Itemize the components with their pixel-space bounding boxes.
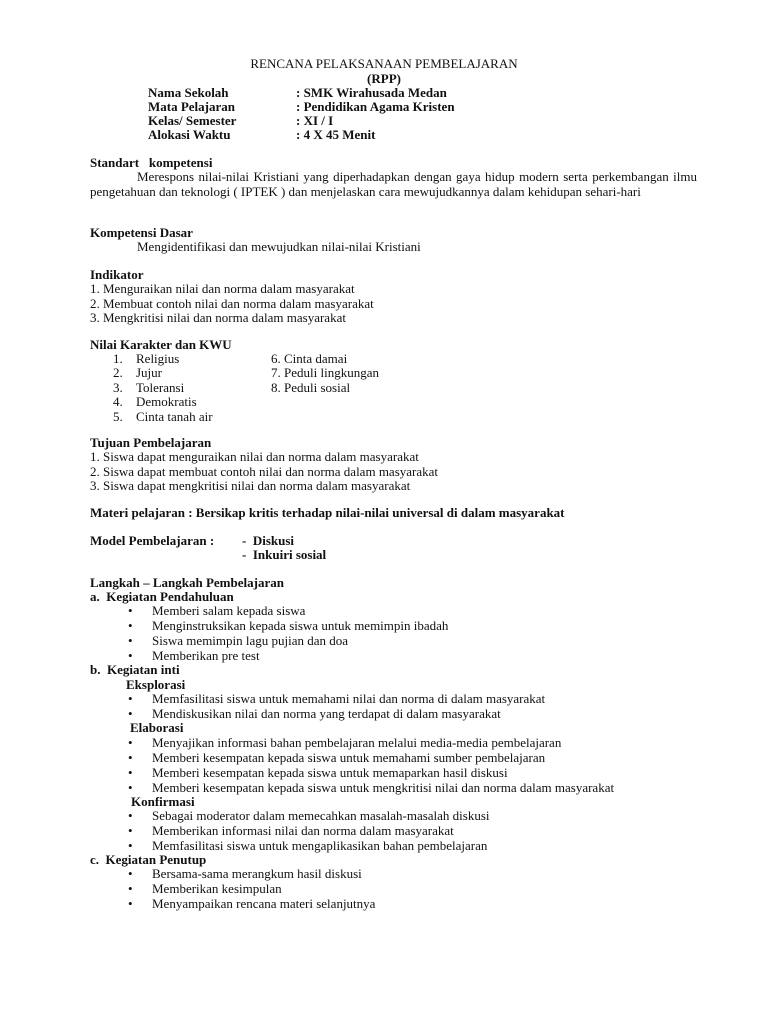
karakter-right-list	[271, 352, 379, 395]
karakter-left-list	[113, 351, 213, 424]
list-item: • Memberikan informasi nilai dan norma dalam masyarakat	[128, 824, 490, 839]
tujuan-list	[90, 450, 438, 494]
elaborasi-list	[128, 736, 614, 796]
list-number: 5.	[113, 408, 123, 424]
list-item: 1. Menguraikan nilai dan norma dalam masyarakat	[90, 281, 355, 296]
section-heading-kompetensi: Kompetensi Dasar	[90, 225, 193, 240]
list-item: • Sebagai moderator dalam memecahkan masalah-masalah diskusi	[128, 809, 490, 824]
standar-text: Merespons nilai-nilai Kristiani yang diperhadapkan dengan gaya hidup modern serta perkembangan ilmu pengetahuan dan teknologi ( IPTEK ) dan menjelaskan cara mewujudkannya dalam kehidupan sehari-hari	[90, 169, 697, 199]
eksplorasi-list	[128, 692, 545, 722]
list-item: 1. Siswa dapat menguraikan nilai dan norma dalam masyarakat	[90, 449, 419, 464]
list-item: 7. Peduli lingkungan	[271, 365, 379, 381]
list-item: • Memberikan pre test	[128, 649, 448, 664]
konfirmasi-list	[128, 809, 490, 854]
document-title-block	[0, 57, 768, 86]
penutup-list	[128, 867, 375, 912]
list-item: 3. Mengkritisi nilai dan norma dalam masyarakat	[90, 310, 346, 325]
section-heading-langkah: Langkah – Langkah Pembelajaran	[90, 575, 284, 590]
indikator-list	[90, 282, 374, 326]
list-item: • Memfasilitasi siswa untuk mengaplikasikan bahan pembelajaran	[128, 839, 490, 854]
identity-value: : 4 X 45 Menit	[296, 127, 376, 142]
list-item: Cinta tanah air	[136, 408, 213, 424]
list-item: • Memfasilitasi siswa untuk memahami nilai dan norma di dalam masyarakat	[128, 692, 545, 707]
list-item: • Memberi kesempatan kepada siswa untuk memaparkan hasil diskusi	[128, 766, 614, 781]
list-number: 3.	[113, 379, 123, 395]
list-number: 4.	[113, 394, 123, 410]
kompetensi-text: Mengidentifikasi dan mewujudkan nilai-nilai Kristiani	[137, 239, 421, 254]
kegiatan-inti-heading: b. Kegiatan inti	[90, 662, 180, 677]
list-number: 2.	[113, 365, 123, 381]
identity-row-class	[148, 114, 708, 128]
section-heading-karakter: Nilai Karakter dan KWU	[90, 337, 232, 352]
model-item: - Inkuiri sosial	[242, 547, 327, 562]
section-heading-standar: Standart kompetensi	[90, 155, 213, 170]
list-item: • Memberi kesempatan kepada siswa untuk memahami sumber pembelajaran	[128, 751, 614, 766]
list-item: • Menyampaikan rencana materi selanjutnya	[128, 897, 375, 912]
list-number: 1.	[113, 351, 123, 366]
kegiatan-pendahuluan-heading: a. Kegiatan Pendahuluan	[90, 589, 234, 604]
list-item: Jujur	[136, 365, 162, 381]
list-item: • Menyajikan informasi bahan pembelajaran melalui media-media pembelajaran	[128, 736, 614, 751]
list-item: 2. Siswa dapat membuat contoh nilai dan norma dalam masyarakat	[90, 463, 439, 479]
document-title: RENCANA PELAKSANAAN PEMBELAJARAN	[250, 56, 518, 71]
list-item: • Bersama-sama merangkum hasil diskusi	[128, 867, 375, 882]
materi-line: Materi pelajaran : Bersikap kritis terhadap nilai-nilai universal di dalam masyarakat	[90, 505, 565, 520]
identity-value: : XI / I	[296, 113, 334, 128]
list-item: 3. Siswa dapat mengkritisi nilai dan norma dalam masyarakat	[90, 478, 411, 493]
model-item: - Diskusi	[242, 533, 295, 548]
identity-row-subject	[148, 100, 708, 114]
identity-label: Nama Sekolah	[148, 85, 229, 100]
pendahuluan-list	[128, 604, 448, 664]
section-heading-tujuan: Tujuan Pembelajaran	[90, 435, 212, 450]
list-item: • Siswa memimpin lagu pujian dan doa	[128, 634, 448, 649]
eksplorasi-heading: Eksplorasi	[126, 677, 186, 692]
elaborasi-heading: Elaborasi	[130, 720, 184, 735]
list-item: • Memberi salam kepada siswa	[128, 604, 448, 619]
list-item: • Memberikan kesimpulan	[128, 882, 375, 897]
identity-label: Kelas/ Semester	[148, 113, 237, 128]
list-item: • Menginstruksikan kepada siswa untuk memimpin ibadah	[128, 619, 448, 634]
document-subtitle: (RPP)	[367, 70, 401, 86]
list-item: 6. Cinta damai	[271, 351, 348, 366]
identity-row-time	[148, 128, 708, 142]
list-item: Demokratis	[136, 394, 197, 410]
list-item: 8. Peduli sosial	[271, 379, 351, 395]
list-item: 2. Membuat contoh nilai dan norma dalam masyarakat	[90, 295, 374, 311]
identity-value: : Pendidikan Agama Kristen	[296, 99, 455, 114]
konfirmasi-heading: Konfirmasi	[131, 794, 195, 809]
list-item: • Mendiskusikan nilai dan norma yang terdapat di dalam masyarakat	[128, 707, 545, 722]
identity-value: : SMK Wirahusada Medan	[296, 85, 447, 100]
list-item: • Memberi kesempatan kepada siswa untuk mengkritisi nilai dan norma dalam masyarakat	[128, 781, 614, 796]
list-item: Religius	[136, 351, 180, 366]
kegiatan-penutup-heading: c. Kegiatan Penutup	[90, 852, 207, 867]
model-label: Model Pembelajaran :	[90, 533, 215, 548]
list-item: Toleransi	[136, 379, 185, 395]
section-heading-indikator: Indikator	[90, 267, 144, 282]
standar-paragraph	[90, 170, 697, 199]
identity-label: Mata Pelajaran	[148, 99, 236, 114]
identity-row-school	[148, 86, 708, 100]
identity-label: Alokasi Waktu	[148, 127, 231, 142]
